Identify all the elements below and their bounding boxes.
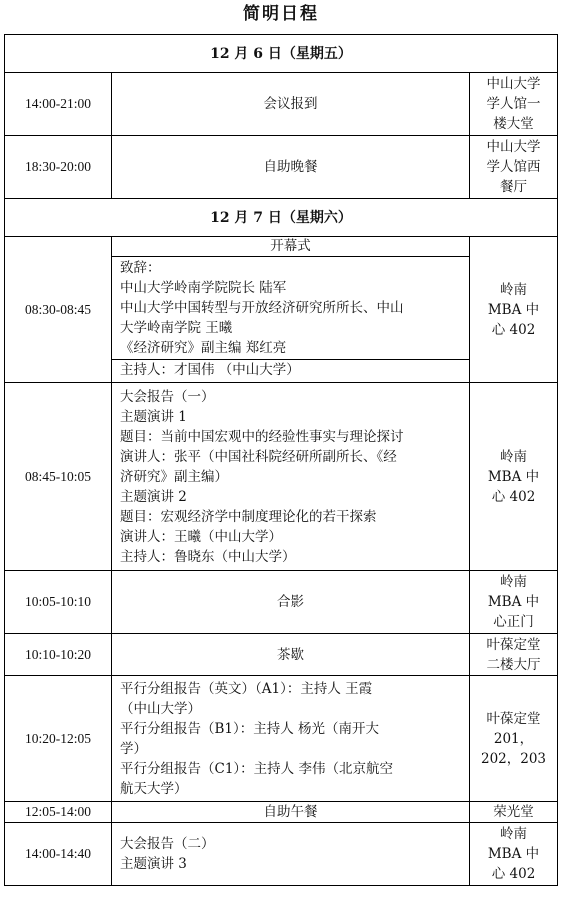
event-line: 主题演讲 2 bbox=[120, 488, 187, 505]
venue-line: 叶葆定堂 bbox=[486, 636, 541, 653]
time-cell: 10:05-10:10 bbox=[5, 571, 112, 634]
time-cell: 10:10-10:20 bbox=[5, 634, 112, 676]
table-row bbox=[5, 383, 558, 571]
event-line: 大会报告（二） bbox=[120, 836, 215, 852]
venue-line: MBA 中 bbox=[487, 594, 540, 610]
venue-line: 心 402 bbox=[491, 321, 536, 338]
venue-line: 楼大堂 bbox=[493, 116, 534, 132]
opening-heading: 开幕式 bbox=[111, 237, 470, 257]
table-row bbox=[5, 136, 558, 199]
table-row bbox=[5, 73, 558, 136]
event-cell bbox=[112, 383, 470, 571]
time-cell: 08:30-08:45 bbox=[5, 237, 112, 383]
event-cell bbox=[112, 823, 470, 886]
venue-line: 中山大学 bbox=[486, 76, 541, 92]
venue-line: 叶葆定堂 bbox=[486, 710, 541, 727]
event-line: 平行分组报告（英文）（A1）：主持人 王霞 bbox=[120, 680, 373, 697]
page-title: 简明日程 bbox=[243, 4, 319, 24]
table-row bbox=[5, 571, 558, 634]
venue-line: MBA 中 bbox=[487, 468, 540, 485]
event-line: 主题演讲 1 bbox=[120, 408, 187, 425]
opening-line: 大学岭南学院 王曦 bbox=[120, 320, 233, 336]
event-line: 主持人：鲁晓东（中山大学） bbox=[120, 548, 296, 565]
time-cell: 14:00-21:00 bbox=[5, 73, 112, 136]
day-header: 12 月 7 日（星期六） bbox=[5, 199, 558, 237]
event-line: 题目：当前中国宏观中的经验性事实与理论探讨 bbox=[120, 428, 404, 445]
venue-cell bbox=[470, 571, 558, 634]
event-cell: 合影 bbox=[112, 571, 470, 634]
table-row bbox=[5, 634, 558, 676]
venue-cell bbox=[470, 823, 558, 886]
venue-line: MBA 中 bbox=[487, 846, 540, 862]
table-row bbox=[5, 237, 558, 383]
event-line: 主题演讲 3 bbox=[120, 856, 187, 872]
table-row bbox=[5, 802, 558, 823]
event-line: 演讲人：王曦（中山大学） bbox=[120, 528, 282, 545]
venue-line: 学人馆一 bbox=[486, 96, 541, 112]
venue-line: 心 402 bbox=[491, 866, 536, 882]
venue-line: 岭南 bbox=[500, 448, 528, 465]
venue-line: 心正门 bbox=[493, 614, 534, 630]
time-cell: 18:30-20:00 bbox=[5, 136, 112, 199]
day-header: 12 月 6 日（星期五） bbox=[5, 35, 558, 73]
opening-line: 中山大学岭南学院院长 陆军 bbox=[120, 280, 287, 296]
opening-line: 中山大学中国转型与开放经济研究所所长、中山 bbox=[120, 300, 404, 316]
venue-line: 岭南 bbox=[500, 826, 528, 842]
day-header-row bbox=[5, 35, 558, 73]
event-line: 济研究》副主编） bbox=[120, 468, 228, 485]
venue-cell bbox=[470, 136, 558, 199]
table-row bbox=[5, 676, 558, 802]
venue-line: 岭南 bbox=[500, 574, 528, 590]
event-line: 学） bbox=[120, 740, 147, 757]
event-line: 大会报告（一） bbox=[120, 388, 215, 405]
schedule-table bbox=[4, 34, 558, 886]
time-cell: 14:00-14:40 bbox=[5, 823, 112, 886]
venue-cell bbox=[470, 383, 558, 571]
event-line: 平行分组报告（C1）：主持人 李伟（北京航空 bbox=[120, 760, 393, 777]
time-cell: 10:20-12:05 bbox=[5, 676, 112, 802]
opening-host: 主持人：才国伟 （中山大学） bbox=[112, 359, 469, 380]
time-cell: 12:05-14:00 bbox=[5, 802, 112, 823]
opening-box bbox=[112, 237, 469, 380]
venue-line: 202，203 bbox=[480, 750, 547, 767]
venue-cell bbox=[470, 676, 558, 802]
venue-cell bbox=[470, 634, 558, 676]
venue-cell bbox=[470, 802, 558, 823]
opening-line: 致辞： bbox=[120, 260, 161, 276]
table-row bbox=[5, 823, 558, 886]
event-line: 航天大学） bbox=[120, 780, 188, 797]
venue-line: 餐厅 bbox=[500, 179, 528, 195]
opening-line: 《经济研究》副主编 郑红亮 bbox=[120, 340, 287, 356]
venue-line: 二楼大厅 bbox=[486, 656, 541, 673]
event-line: 题目：宏观经济学中制度理论化的若干探索 bbox=[120, 508, 377, 525]
venue-line: 荣光堂 bbox=[493, 804, 534, 820]
venue-cell bbox=[470, 73, 558, 136]
opening-speeches bbox=[112, 257, 469, 359]
time-cell: 08:45-10:05 bbox=[5, 383, 112, 571]
venue-line: 学人馆西 bbox=[486, 159, 541, 175]
day-header-row bbox=[5, 199, 558, 237]
opening-cell bbox=[112, 237, 470, 383]
venue-line: 中山大学 bbox=[486, 139, 541, 155]
venue-line: 岭南 bbox=[500, 281, 528, 298]
event-cell: 自助晚餐 bbox=[112, 136, 470, 199]
venue-line: 心 402 bbox=[491, 488, 536, 505]
venue-cell bbox=[470, 237, 558, 383]
event-line: （中山大学） bbox=[120, 700, 201, 717]
venue-line: MBA 中 bbox=[487, 301, 540, 318]
event-line: 演讲人：张平（中国社科院经研所副所长、《经 bbox=[120, 448, 397, 465]
event-line: 平行分组报告（B1）：主持人 杨光（南开大 bbox=[120, 720, 380, 737]
event-cell: 茶歇 bbox=[112, 634, 470, 676]
event-cell bbox=[112, 676, 470, 802]
event-cell: 会议报到 bbox=[112, 73, 470, 136]
venue-line: 201， bbox=[493, 730, 534, 747]
event-cell: 自助午餐 bbox=[112, 802, 470, 823]
